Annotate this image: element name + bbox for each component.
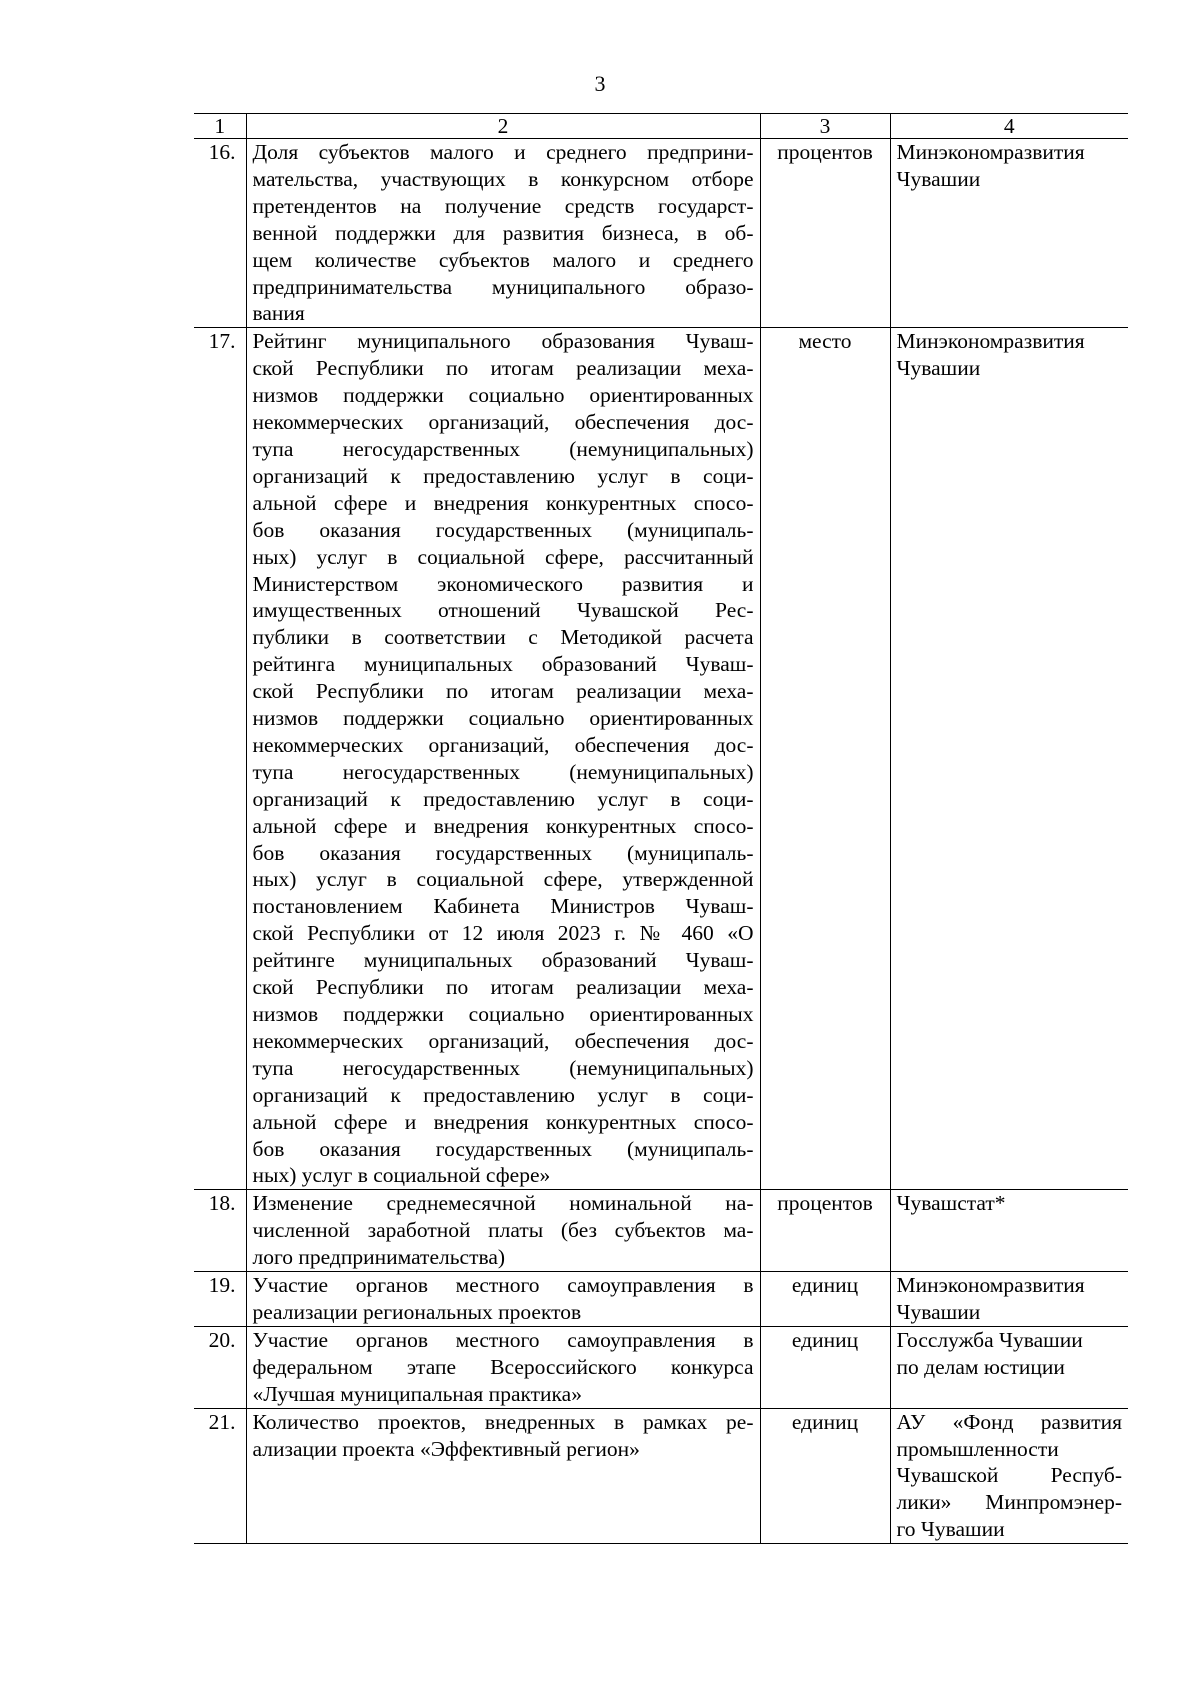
- data-source: [890, 328, 1128, 1190]
- indicator-line: низмов поддержки социально ориентированных: [252, 383, 754, 408]
- source-line: Минэкономразвития: [896, 329, 1085, 354]
- indicator-line: щем количестве субъектов малого и среднего: [252, 247, 754, 272]
- indicator-line: некоммерческих организаций, обеспечения дос-: [252, 732, 754, 757]
- indicator-line: ской Республики от 12 июля 2023 г. № 460 «О: [252, 921, 754, 946]
- source-line: Минэкономразвития: [896, 140, 1085, 164]
- source-line: АУ «Фонд развития: [896, 1409, 1122, 1434]
- page-number: 3: [594, 71, 606, 96]
- source-line: промышленности: [896, 1436, 1059, 1461]
- indicator-line: Министерством экономического развития и: [252, 571, 754, 596]
- header-col-3: 3: [760, 114, 890, 139]
- indicator-line: тупа негосударственных (немуниципальных): [252, 1055, 754, 1080]
- indicator-line: альной сфере и внедрения конкурентных спосо-: [252, 813, 754, 838]
- table-row: [194, 139, 1128, 328]
- source-line: Чувашии: [896, 166, 981, 191]
- indicator-line: претендентов на получение средств государст-: [252, 193, 754, 218]
- indicator-line: Количество проектов, внедренных в рамках ре-: [252, 1409, 754, 1434]
- indicator-line: ализации проекта «Эффективный регион»: [252, 1436, 640, 1461]
- source-line: по делам юстиции: [896, 1354, 1065, 1379]
- table-row: [194, 328, 1128, 1190]
- indicator-line: рейтинга муниципальных образований Чуваш-: [252, 652, 754, 677]
- indicator-line: лого предпринимательства): [252, 1245, 506, 1270]
- source-line: Чувашии: [896, 1299, 981, 1324]
- data-source: [890, 1326, 1128, 1408]
- indicator-line: имущественных отношений Чувашской Рес-: [252, 598, 754, 623]
- indicator-line: некоммерческих организаций, обеспечения дос-: [252, 1028, 754, 1053]
- row-number: 16.: [194, 139, 246, 328]
- indicator-line: рейтинге муниципальных образований Чуваш-: [252, 948, 754, 973]
- data-source: [890, 1408, 1128, 1544]
- indicator-line: организаций к предоставлению услуг в соци-: [252, 786, 754, 811]
- indicator-line: венной поддержки для развития бизнеса, в об-: [252, 220, 754, 245]
- indicator-name: [246, 328, 760, 1190]
- unit-of-measure: место: [760, 328, 890, 1190]
- indicator-line: «Лучшая муниципальная практика»: [252, 1381, 582, 1406]
- source-line: лики» Минпромэнер-: [896, 1490, 1122, 1515]
- row-number: 20.: [194, 1326, 246, 1408]
- row-number: 19.: [194, 1272, 246, 1327]
- row-number: 21.: [194, 1408, 246, 1544]
- indicator-name: [246, 1190, 760, 1272]
- indicator-name: [246, 1326, 760, 1408]
- table-row: [194, 1326, 1128, 1408]
- indicator-line: ных) услуг в социальной сфере, утвержденной: [252, 867, 754, 892]
- indicator-line: бов оказания государственных (муниципаль-: [252, 1136, 754, 1161]
- source-line: Чувашстат*: [896, 1191, 1006, 1216]
- unit-of-measure: единиц: [760, 1272, 890, 1327]
- indicator-line: Участие органов местного самоуправления в: [252, 1327, 754, 1352]
- indicator-line: предпринимательства муниципального образо-: [252, 274, 754, 299]
- indicator-line: бов оказания государственных (муниципаль-: [252, 840, 754, 865]
- indicator-line: бов оказания государственных (муниципаль-: [252, 517, 754, 542]
- indicator-line: ных) услуг в социальной сфере»: [252, 1163, 551, 1188]
- indicator-line: альной сфере и внедрения конкурентных спосо-: [252, 1109, 754, 1134]
- unit-of-measure: единиц: [760, 1408, 890, 1544]
- indicator-line: тупа негосударственных (немуниципальных): [252, 436, 754, 461]
- indicator-line: реализации региональных проектов: [252, 1299, 582, 1324]
- table-row: [194, 1272, 1128, 1327]
- indicators-table: [194, 113, 1128, 1544]
- indicator-line: некоммерческих организаций, обеспечения дос-: [252, 410, 754, 435]
- source-line: Госслужба Чувашии: [896, 1327, 1083, 1352]
- source-line: Чувашии: [896, 356, 981, 381]
- indicator-line: Рейтинг муниципального образования Чуваш-: [252, 329, 754, 354]
- indicator-line: федеральном этапе Всероссийского конкурса: [252, 1354, 754, 1379]
- header-col-2: 2: [246, 114, 760, 139]
- table-row: [194, 1190, 1128, 1272]
- indicator-line: публики в соответствии с Методикой расчета: [252, 625, 754, 650]
- row-number: 17.: [194, 328, 246, 1190]
- indicator-line: Доля субъектов малого и среднего предприни-: [252, 140, 754, 164]
- indicator-line: численной заработной платы (без субъектов ма-: [252, 1218, 754, 1243]
- data-source: [890, 1190, 1128, 1272]
- unit-of-measure: процентов: [760, 139, 890, 328]
- unit-of-measure: единиц: [760, 1326, 890, 1408]
- row-number: 18.: [194, 1190, 246, 1272]
- indicator-line: низмов поддержки социально ориентированных: [252, 1002, 754, 1026]
- indicator-line: организаций к предоставлению услуг в соци-: [252, 1082, 754, 1107]
- indicator-line: тупа негосударственных (немуниципальных): [252, 759, 754, 784]
- indicator-line: ской Республики по итогам реализации меха-: [252, 356, 754, 381]
- indicator-line: постановлением Кабинета Министров Чуваш-: [252, 894, 754, 919]
- indicator-line: низмов поддержки социально ориентированных: [252, 706, 754, 731]
- indicator-line: вания: [252, 301, 305, 326]
- source-line: Чувашской Респуб-: [896, 1463, 1122, 1488]
- indicator-line: ской Республики по итогам реализации меха-: [252, 679, 754, 704]
- data-source: [890, 1272, 1128, 1327]
- source-line: го Чувашии: [896, 1517, 1005, 1542]
- indicator-name: [246, 1408, 760, 1544]
- indicator-name: [246, 1272, 760, 1327]
- table-row: [194, 1408, 1128, 1544]
- indicator-name: [246, 139, 760, 328]
- unit-of-measure: процентов: [760, 1190, 890, 1272]
- source-line: Минэкономразвития: [896, 1273, 1085, 1298]
- indicator-line: организаций к предоставлению услуг в соци-: [252, 463, 754, 488]
- header-col-1: 1: [194, 114, 246, 139]
- indicator-line: альной сфере и внедрения конкурентных спосо-: [252, 490, 754, 515]
- table-header-row: [194, 114, 1128, 139]
- indicator-line: Изменение среднемесячной номинальной на-: [252, 1191, 754, 1216]
- indicator-line: Участие органов местного самоуправления в: [252, 1273, 754, 1298]
- indicator-line: ных) услуг в социальной сфере, рассчитанный: [252, 544, 754, 569]
- indicator-line: ской Республики по итогам реализации меха-: [252, 975, 754, 1000]
- data-source: [890, 139, 1128, 328]
- header-col-4: 4: [890, 114, 1128, 139]
- indicator-line: мательства, участвующих в конкурсном отборе: [252, 166, 754, 191]
